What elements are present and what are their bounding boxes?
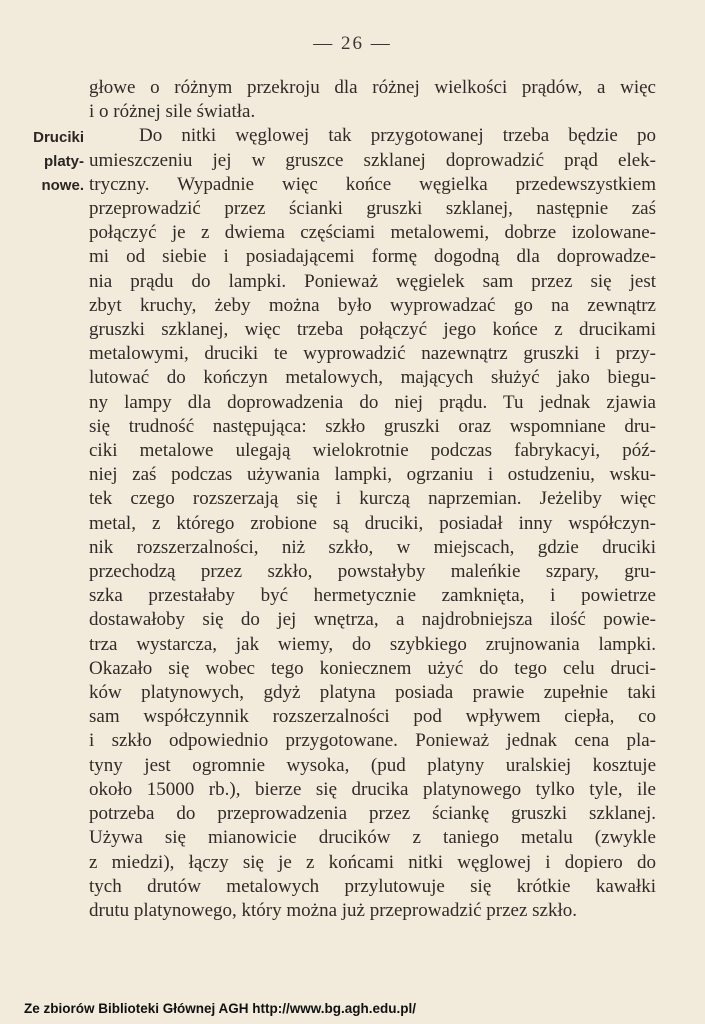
text-line: niej zaś podczas używania lampki, ogrzaniu i ostudzeniu, wsku- <box>89 464 656 486</box>
text-line: nia prądu do lampki. Ponieważ węgielek sam przez się jest <box>89 270 656 292</box>
text-line: około 15000 rb.), bierze się drucika platynowego tylko tyle, ile <box>89 778 656 800</box>
text-line: metal, z którego zrobione są druciki, posiadał inny współczyn- <box>89 512 656 534</box>
text-line: i o różnej sile światła. <box>89 101 256 123</box>
text-line: metalowymi, druciki te wyprowadzić nazewnątrz gruszki i przy- <box>89 343 656 365</box>
text-line: połączyć je z dwiema częściami metalowemi, dobrze izolowane- <box>89 222 656 244</box>
text-line: ny lampy dla doprowadzenia do niej prądu. Tu jednak zjawia <box>89 391 656 413</box>
text-line: dostawałoby się do jej wnętrza, a najdrobniejsza ilość powie- <box>89 609 656 631</box>
text-line: tych drutów metalowych przylutowuje się krótkie kawałki <box>89 875 656 897</box>
text-line: się trudność następująca: szkło gruszki oraz wspomniane dru- <box>89 415 656 437</box>
text-line: szka przestałaby być hermetycznie zamknięta, i powietrze <box>89 585 656 607</box>
margin-note-line: platy- <box>43 153 84 170</box>
text-line: głowe o różnym przekroju dla różnej wielkości prądów, a więc <box>89 77 656 98</box>
margin-note <box>26 126 84 198</box>
text-line: mi od siebie i posiadającemi formę dogodną dla doprowadze- <box>89 246 656 268</box>
text-line: trza wystarcza, jak wiemy, do szybkiego zrujnowania lampki. <box>89 633 656 655</box>
text-line: potrzeba do przeprowadzenia przez ściankę gruszki szklanej. <box>89 803 656 825</box>
text-line: Okazało się wobec tego koniecznem użyć do tego celu druci- <box>89 657 656 679</box>
text-line: ków platynowych, gdyż platyna posiada prawie zupełnie taki <box>89 682 656 704</box>
text-line: nik rozszerzalności, niż szkło, w miejscach, gdzie druciki <box>89 536 656 558</box>
text-line: ciki metalowe ulegają wielokrotnie podczas fabrykacyi, póź- <box>89 440 656 462</box>
text-line: umieszczeniu jej w gruszce szklanej doprowadzić prąd elek- <box>89 149 656 171</box>
text-line: zbyt kruchy, żeby można było wyprowadzać go na zewnątrz <box>89 294 656 316</box>
text-line: z miedzi), łączy się je z końcami nitki węglowej i dopiero do <box>89 851 656 873</box>
text-line: drutu platynowego, który można już przeprowadzić przez szkło. <box>89 899 578 921</box>
library-footer: Ze zbiorów Biblioteki Głównej AGH http://www.bg.agh.edu.pl/ <box>24 1001 416 1016</box>
text-line: i szkło odpowiednio przygotowane. Ponieważ jednak cena pla- <box>89 730 656 752</box>
text-line: sam współczynnik rozszerzalności pod wpływem ciepła, co <box>89 706 656 728</box>
body-text <box>89 76 656 923</box>
margin-note-line: Druciki <box>33 129 84 146</box>
margin-note-line: nowe. <box>41 177 84 194</box>
text-line: gruszki szklanej, więc trzeba połączyć jego końce z drucikami <box>89 319 656 341</box>
text-line: przechodzą przez szkło, powstałyby maleńkie szpary, gru- <box>89 561 656 583</box>
text-line: tyny jest ogromnie wysoka, (pud platyny uralskiej kosztuje <box>89 754 656 776</box>
text-line: przeprowadzić przez ścianki gruszki szklanej, następnie zaś <box>89 198 656 220</box>
text-line: Do nitki węglowej tak przygotowanej trzeba będzie po <box>139 125 656 147</box>
text-line: lutować do kończyn metalowych, mających służyć jako biegu- <box>89 367 656 389</box>
page-number: — 26 — <box>313 33 392 54</box>
text-line: Używa się mianowicie drucików z taniego metalu (zwykle <box>89 827 656 849</box>
text-line: tek czego rozszerzają się i kurczą naprzemian. Jeżeliby więc <box>89 488 656 510</box>
text-line: tryczny. Wypadnie więc końce węgielka przedewszystkiem <box>89 173 656 195</box>
